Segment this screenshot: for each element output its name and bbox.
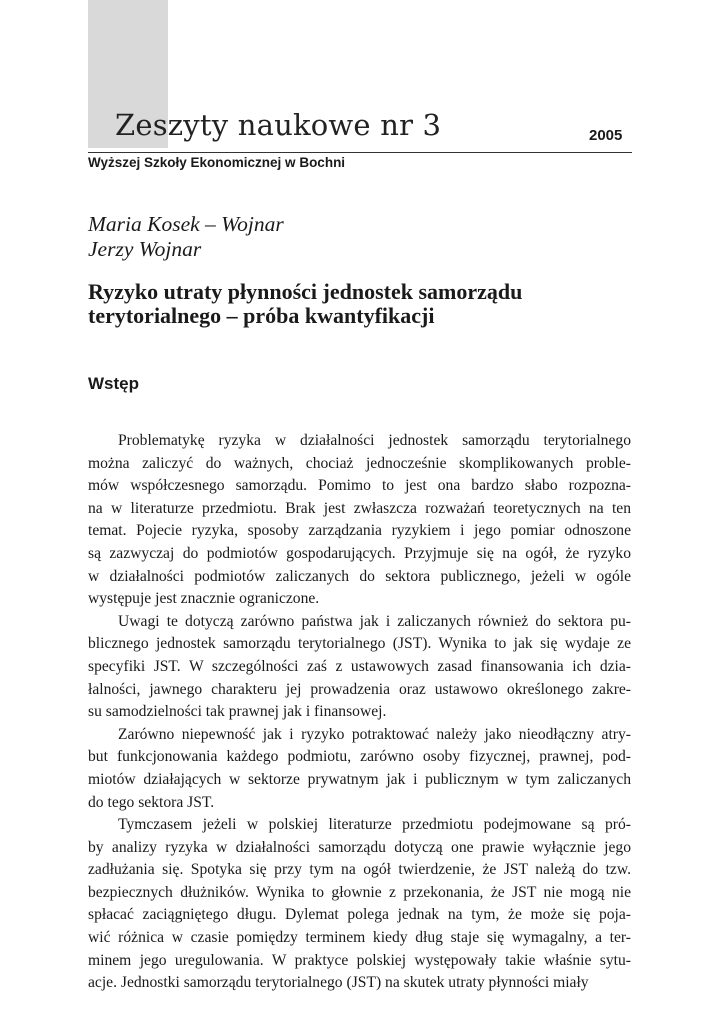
section-heading: Wstęp xyxy=(88,374,139,393)
paragraph-line: wić różnica w czasie pomiędzy terminem kiedy dług staje się wymagalny, a ter- xyxy=(88,929,631,947)
paragraph-line: bezpiecznych dłużników. Wynika to głownie z przekonania, że JST nie mogą nie xyxy=(88,883,631,901)
authors xyxy=(88,212,284,262)
paragraph-line: na w literaturze przedmiotu. Brak jest zwłaszcza rozważań teoretycznych na ten xyxy=(88,499,631,517)
paragraph-line: by analizy ryzyka w działalności samorządu dotyczą one prawie wyłącznie jego xyxy=(88,838,631,856)
paragraph-line: w działalności podmiotów zaliczanych do sektora publicznego, jeżeli w ogóle xyxy=(88,567,631,585)
paragraph-line: można zaliczyć do ważnych, chociaż jednocześnie skomplikowanych proble- xyxy=(88,454,631,472)
paragraph xyxy=(88,430,631,611)
school-name: Wyższej Szkoły Ekonomicznej w Bochni xyxy=(88,155,346,170)
journal-year: 2005 xyxy=(589,127,623,144)
paragraph xyxy=(88,724,631,814)
paragraph-line: specyfiki JST. W szczególności zaś z ustawowych zasad finansowania ich dzia- xyxy=(88,657,631,675)
author-name: Maria Kosek – Wojnar xyxy=(88,212,284,236)
paragraph-line: są zazwyczaj do podmiotów gospodarujących. Przyjmuje się na ogół, że ryzyko xyxy=(88,544,631,562)
paragraph-line: but funkcjonowania każdego podmiotu, zarówno osoby fizycznej, prawnej, pod- xyxy=(88,748,631,766)
paragraph-line: minem jego uregulowania. W praktyce polskiej występowały takie właśnie sytu- xyxy=(88,951,631,969)
paragraph xyxy=(88,611,631,724)
paragraph-line: su samodzielności tak prawnej jak i finansowej. xyxy=(88,703,387,721)
paragraph-line: do tego sektora JST. xyxy=(88,793,215,811)
paragraph-line: blicznego jednostek samorządu terytorialnego (JST). Wynika to jak się wydaje ze xyxy=(88,635,631,653)
paragraph-line: spłacać zaciągniętego długu. Dylemat polega jednak na tym, że może się poja- xyxy=(88,906,631,924)
paragraph xyxy=(88,814,631,995)
paragraph-line: łalności, jawnego charakteru jej prowadzenia oraz ustawowo określonego zakre- xyxy=(88,680,631,698)
paragraph-line: Zarówno niepewność jak i ryzyko potraktować należy jako nieodłączny atry- xyxy=(118,725,631,743)
paragraph-line: Uwagi te dotyczą zarówno państwa jak i zaliczanych również do sektora pu- xyxy=(118,612,631,630)
paper-title-line: terytorialnego – próba kwantyfikacji xyxy=(88,303,435,328)
paragraph-line: zadłużania się. Spotyka się przy tym na ogół twierdzenie, że JST należą do tzw. xyxy=(88,861,631,879)
paragraph-line: temat. Pojecie ryzyka, sposoby zarządzania ryzykiem i jego pomiar odnoszone xyxy=(88,522,631,540)
paragraph-line: acje. Jednostki samorządu terytorialnego (JST) na skutek utraty płynności miały xyxy=(88,974,589,992)
paragraph-line: występuje jest znacznie ograniczone. xyxy=(88,590,320,608)
paragraph-line: mów współczesnego samorządu. Pomimo to jest ona bardzo słabo rozpozna- xyxy=(88,477,631,495)
header-rule xyxy=(88,152,632,153)
paper-title-line: Ryzyko utraty płynności jednostek samorządu xyxy=(88,279,523,304)
paragraph-line: Tymczasem jeżeli w polskiej literaturze przedmiotu podejmowane są pró- xyxy=(118,816,631,834)
journal-title: Zeszyty naukowe nr 3 xyxy=(115,108,442,142)
paragraph-line: Problematykę ryzyka w działalności jednostek samorządu terytorialnego xyxy=(118,432,631,449)
paragraph-line: miotów działających w sektorze prywatnym jak i publicznym w tym zaliczanych xyxy=(88,770,631,788)
paper-title xyxy=(88,280,648,328)
author-name: Jerzy Wojnar xyxy=(88,237,202,261)
body-text xyxy=(88,430,631,995)
